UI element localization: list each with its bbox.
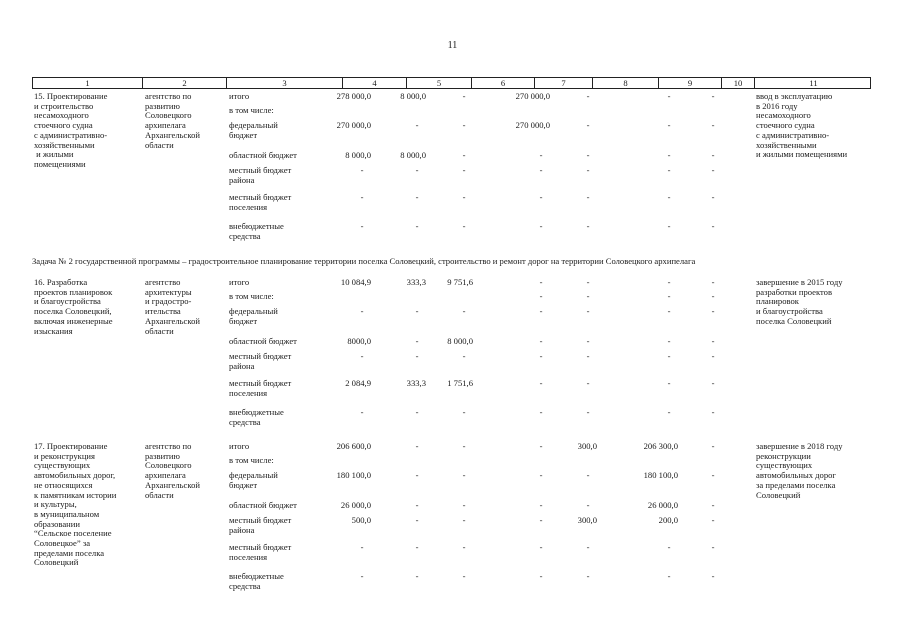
amount-cell-c7: - <box>539 500 543 510</box>
amount-cell-c10: - <box>711 571 715 581</box>
funding-source-label: федеральный бюджет <box>229 120 278 140</box>
amount-cell-c9: - <box>667 165 671 175</box>
amount-cell-c8: - <box>586 407 590 417</box>
header-cell-11: 11 <box>809 78 818 88</box>
measure-title: 15. Проектирование и строительство несамоходного стоечного судна с административно- хозяйственными и жилыми помещениями <box>34 91 108 169</box>
amount-cell-c8: - <box>586 542 590 552</box>
amount-cell-c5: - <box>415 515 419 525</box>
amount-cell-c5: - <box>415 306 419 316</box>
funding-source-label: внебюджетные средства <box>229 221 284 241</box>
amount-cell-c5: - <box>415 441 419 451</box>
amount-cell-c10: - <box>711 441 715 451</box>
amount-cell-c10: - <box>711 150 715 160</box>
amount-cell-c5: - <box>415 221 419 231</box>
amount-cell-c5: 8 000,0 <box>400 150 426 160</box>
funding-source-label: внебюджетные средства <box>229 571 284 591</box>
amount-cell-c8: 300,0 <box>577 441 597 451</box>
amount-cell-c8: - <box>586 571 590 581</box>
header-cell-6: 6 <box>472 78 535 88</box>
header-cell-4: 4 <box>343 78 407 88</box>
amount-cell-c10: - <box>711 470 715 480</box>
amount-cell-c4: - <box>360 221 364 231</box>
amount-cell-c9: - <box>667 91 671 101</box>
amount-cell-c5: - <box>415 500 419 510</box>
responsible-agency: агентство по развитию Соловецкого архипелага Архангельской области <box>145 441 200 500</box>
amount-cell-c4: 8 000,0 <box>345 150 371 160</box>
header-cell-10: 10 <box>722 78 755 88</box>
funding-source-label: местный бюджет поселения <box>229 378 292 398</box>
amount-cell-c9: - <box>667 306 671 316</box>
amount-cell-c5: - <box>415 120 419 130</box>
amount-cell-c6: - <box>462 150 466 160</box>
amount-cell-c9: - <box>667 542 671 552</box>
amount-cell-c10: - <box>711 407 715 417</box>
header-cell-5: 5 <box>407 78 472 88</box>
amount-cell-c8: - <box>586 336 590 346</box>
amount-cell-c4: - <box>360 351 364 361</box>
amount-cell-c5: - <box>415 336 419 346</box>
amount-cell-c7: - <box>539 192 543 202</box>
amount-cell-c4: - <box>360 571 364 581</box>
amount-cell-c4: 8000,0 <box>347 336 371 346</box>
funding-source-label: федеральный бюджет <box>229 306 278 326</box>
amount-cell-c7: - <box>539 306 543 316</box>
amount-cell-c9: - <box>667 120 671 130</box>
funding-source-label: местный бюджет поселения <box>229 192 292 212</box>
amount-cell-c8: - <box>586 470 590 480</box>
funding-source-label: внебюджетные средства <box>229 407 284 427</box>
amount-cell-c6: - <box>462 120 466 130</box>
header-cell-9: 9 <box>659 78 722 88</box>
amount-cell-c7: - <box>539 221 543 231</box>
expected-result: завершение в 2015 году разработки проектов планировок и благоустройства поселка Соловецкий <box>756 277 843 326</box>
funding-source-label: в том числе: <box>229 105 274 115</box>
amount-cell-c10: - <box>711 336 715 346</box>
amount-cell-c4: 278 000,0 <box>336 91 371 101</box>
expected-result: завершение в 2018 году реконструкции существующих автомобильных дорог за пределами поселка Соловецкий <box>756 441 843 500</box>
amount-cell-c8: 300,0 <box>577 515 597 525</box>
amount-cell-c8: - <box>586 500 590 510</box>
header-cell-7: 7 <box>535 78 593 88</box>
amount-cell-c5: - <box>415 470 419 480</box>
amount-cell-c6: - <box>462 192 466 202</box>
amount-cell-c6: 9 751,6 <box>447 277 473 287</box>
header-cell-3: 3 <box>227 78 343 88</box>
funding-source-label: в том числе: <box>229 455 274 465</box>
amount-cell-c4: - <box>360 165 364 175</box>
amount-cell-c10: - <box>711 91 715 101</box>
responsible-agency: агентство по развитию Соловецкого архипелага Архангельской области <box>145 91 200 150</box>
expected-result: ввод в эксплуатацию в 2016 году несамоходного стоечного судна с административно- хозяйственными и жилыми помещениями <box>756 91 848 160</box>
amount-cell-c8: - <box>586 291 590 301</box>
amount-cell-c4: - <box>360 542 364 552</box>
amount-cell-c7: 270 000,0 <box>515 120 550 130</box>
amount-cell-c6: - <box>462 500 466 510</box>
amount-cell-c7: - <box>539 378 543 388</box>
task-heading: Задача № 2 государственной программы – градостроительное планирование территории поселка Соловецкий, строительство и ремонт дорог на территории Соловецкого архипелага <box>32 256 696 266</box>
amount-cell-c6: 1 751,6 <box>447 378 473 388</box>
amount-cell-c10: - <box>711 378 715 388</box>
amount-cell-c10: - <box>711 500 715 510</box>
funding-source-label: итого <box>229 91 250 101</box>
amount-cell-c6: - <box>462 470 466 480</box>
funding-source-label: местный бюджет района <box>229 515 292 535</box>
amount-cell-c6: - <box>462 306 466 316</box>
funding-source-label: итого <box>229 441 250 451</box>
amount-cell-c9: - <box>667 277 671 287</box>
amount-cell-c8: - <box>586 91 590 101</box>
measure-title: 16. Разработка проектов планировок и благоустройства поселка Соловецкий, включая инженерные изыскания <box>34 277 113 336</box>
amount-cell-c5: 8 000,0 <box>400 91 426 101</box>
amount-cell-c9: 26 000,0 <box>647 500 678 510</box>
amount-cell-c8: - <box>586 192 590 202</box>
amount-cell-c6: - <box>462 571 466 581</box>
amount-cell-c4: 270 000,0 <box>336 120 371 130</box>
amount-cell-c7: - <box>539 291 543 301</box>
amount-cell-c8: - <box>586 277 590 287</box>
page-number: 11 <box>447 40 458 51</box>
responsible-agency: агентство архитектуры и градостро- ительства Архангельской области <box>145 277 200 336</box>
amount-cell-c8: - <box>586 306 590 316</box>
amount-cell-c4: - <box>360 192 364 202</box>
funding-source-label: федеральный бюджет <box>229 470 278 490</box>
amount-cell-c9: - <box>667 192 671 202</box>
amount-cell-c8: - <box>586 165 590 175</box>
amount-cell-c7: - <box>539 150 543 160</box>
amount-cell-c9: - <box>667 407 671 417</box>
amount-cell-c5: - <box>415 351 419 361</box>
amount-cell-c6: - <box>462 351 466 361</box>
header-cell-1: 1 <box>33 78 143 88</box>
amount-cell-c10: - <box>711 351 715 361</box>
amount-cell-c9: - <box>667 221 671 231</box>
amount-cell-c5: 333,3 <box>406 378 426 388</box>
amount-cell-c9: - <box>667 150 671 160</box>
amount-cell-c4: 10 084,9 <box>340 277 371 287</box>
amount-cell-c6: - <box>462 221 466 231</box>
amount-cell-c7: - <box>539 407 543 417</box>
amount-cell-c7: - <box>539 470 543 480</box>
amount-cell-c7: - <box>539 165 543 175</box>
amount-cell-c7: - <box>539 571 543 581</box>
amount-cell-c10: - <box>711 515 715 525</box>
amount-cell-c9: - <box>667 351 671 361</box>
funding-source-label: местный бюджет района <box>229 165 292 185</box>
funding-source-label: в том числе: <box>229 291 274 301</box>
header-cell-2: 2 <box>143 78 227 88</box>
amount-cell-c4: - <box>360 306 364 316</box>
amount-cell-c8: - <box>586 120 590 130</box>
amount-cell-c5: - <box>415 192 419 202</box>
amount-cell-c7: 270 000,0 <box>515 91 550 101</box>
amount-cell-c9: - <box>667 336 671 346</box>
amount-cell-c9: 180 100,0 <box>643 470 678 480</box>
amount-cell-c4: - <box>360 407 364 417</box>
funding-source-label: областной бюджет <box>229 500 297 510</box>
amount-cell-c10: - <box>711 165 715 175</box>
amount-cell-c9: 206 300,0 <box>643 441 678 451</box>
funding-source-label: местный бюджет поселения <box>229 542 292 562</box>
amount-cell-c7: - <box>539 336 543 346</box>
amount-cell-c5: - <box>415 407 419 417</box>
amount-cell-c6: - <box>462 407 466 417</box>
amount-cell-c4: 26 000,0 <box>340 500 371 510</box>
amount-cell-c4: 206 600,0 <box>336 441 371 451</box>
funding-source-label: областной бюджет <box>229 336 297 346</box>
amount-cell-c10: - <box>711 277 715 287</box>
amount-cell-c6: - <box>462 441 466 451</box>
amount-cell-c4: 500,0 <box>351 515 371 525</box>
amount-cell-c10: - <box>711 120 715 130</box>
amount-cell-c8: - <box>586 221 590 231</box>
amount-cell-c10: - <box>711 306 715 316</box>
amount-cell-c7: - <box>539 351 543 361</box>
table-header-row <box>32 77 871 89</box>
amount-cell-c8: - <box>586 150 590 160</box>
amount-cell-c7: - <box>539 542 543 552</box>
amount-cell-c9: - <box>667 378 671 388</box>
amount-cell-c4: 180 100,0 <box>336 470 371 480</box>
funding-source-label: областной бюджет <box>229 150 297 160</box>
amount-cell-c8: - <box>586 351 590 361</box>
amount-cell-c10: - <box>711 221 715 231</box>
amount-cell-c6: - <box>462 91 466 101</box>
amount-cell-c5: 333,3 <box>406 277 426 287</box>
header-cell-8: 8 <box>593 78 659 88</box>
amount-cell-c8: - <box>586 378 590 388</box>
amount-cell-c10: - <box>711 192 715 202</box>
amount-cell-c5: - <box>415 165 419 175</box>
amount-cell-c7: - <box>539 441 543 451</box>
amount-cell-c9: 200,0 <box>658 515 678 525</box>
amount-cell-c6: - <box>462 542 466 552</box>
funding-source-label: итого <box>229 277 250 287</box>
amount-cell-c4: 2 084,9 <box>345 378 371 388</box>
amount-cell-c6: 8 000,0 <box>447 336 473 346</box>
amount-cell-c6: - <box>462 515 466 525</box>
amount-cell-c9: - <box>667 291 671 301</box>
amount-cell-c6: - <box>462 165 466 175</box>
amount-cell-c7: - <box>539 515 543 525</box>
amount-cell-c7: - <box>539 277 543 287</box>
amount-cell-c10: - <box>711 291 715 301</box>
amount-cell-c5: - <box>415 571 419 581</box>
measure-title: 17. Проектирование и реконструкция существующих автомобильных дорог, не относящихся к памятникам истории и культуры, в муниципальном образовании “Сельское поселение Соловецкое” за пределами поселка Соловецкий <box>34 441 117 568</box>
amount-cell-c9: - <box>667 571 671 581</box>
funding-source-label: местный бюджет района <box>229 351 292 371</box>
amount-cell-c5: - <box>415 542 419 552</box>
amount-cell-c10: - <box>711 542 715 552</box>
